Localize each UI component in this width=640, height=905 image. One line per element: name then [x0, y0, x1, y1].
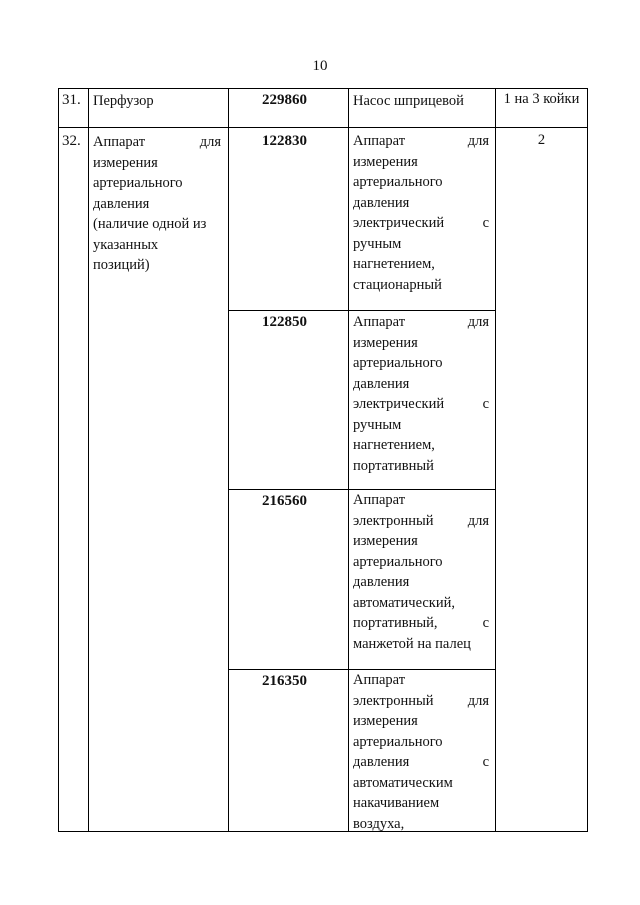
text-fragment: для — [467, 692, 489, 709]
text-fragment: Аппарат — [353, 314, 406, 330]
item-description-line: измерения — [353, 713, 418, 729]
table-border-bottom — [58, 831, 588, 832]
column-divider — [228, 88, 229, 832]
item-description-line — [353, 613, 489, 634]
row-divider — [58, 127, 588, 128]
text-fragment: Аппарат — [353, 133, 406, 149]
item-description-line: Аппарат — [353, 492, 406, 508]
item-description-line: давления — [353, 375, 410, 392]
column-divider — [348, 88, 349, 832]
item-description-line: артериального — [353, 174, 443, 190]
item-description-line: артериального — [353, 733, 443, 750]
text-fragment: для — [467, 512, 489, 529]
text-fragment: с — [482, 754, 489, 770]
item-code: 229860 — [262, 92, 307, 108]
item-code: 216350 — [262, 673, 307, 689]
text-fragment: для — [467, 314, 489, 330]
item-description-line — [353, 131, 489, 152]
row-number: 32. — [62, 133, 81, 149]
item-name-line — [93, 132, 221, 153]
item-description — [353, 131, 489, 295]
item-description-line — [353, 213, 489, 234]
item-description — [353, 490, 489, 654]
item-description-line: автоматическим — [353, 774, 453, 791]
item-name-line: указанных — [93, 236, 159, 253]
item-code: 122850 — [262, 314, 307, 330]
item-description-line: портативный — [353, 457, 434, 474]
item-description-line: ручным — [353, 235, 402, 252]
item-description-line — [353, 511, 489, 532]
item-description-line: ручным — [353, 416, 402, 433]
item-description-line: измерения — [353, 153, 418, 170]
item-description-line: артериального — [353, 553, 443, 570]
item-description-line: нагнетением, — [353, 437, 435, 453]
item-description-line: автоматический, — [353, 594, 455, 611]
text-fragment: с — [482, 615, 489, 631]
item-description-line — [353, 394, 489, 415]
item-name-line: (наличие одной из — [93, 216, 207, 232]
item-description-line — [353, 752, 489, 773]
text-fragment: Аппарат — [93, 134, 146, 150]
item-description-line: нагнетением, — [353, 256, 435, 272]
item-name: Перфузор — [93, 93, 154, 109]
table-border-right — [587, 88, 588, 832]
item-description-line — [353, 691, 489, 712]
item-description-line: Аппарат — [353, 672, 406, 688]
item-name-line: давления — [93, 195, 150, 212]
column-divider — [495, 88, 496, 832]
text-fragment: портативный, — [353, 615, 438, 631]
text-fragment: электронный — [353, 512, 434, 529]
item-code: 122830 — [262, 133, 307, 149]
column-divider — [88, 88, 89, 832]
row-number: 31. — [62, 92, 81, 108]
table-border-left — [58, 88, 59, 832]
item-description: Насос шприцевой — [353, 93, 464, 109]
item-description-line: давления — [353, 194, 410, 211]
page-number: 10 — [312, 58, 328, 74]
text-fragment: электронный — [353, 692, 434, 709]
item-description — [353, 312, 489, 476]
item-description-line: стационарный — [353, 276, 442, 293]
item-description-line: манжетой на палец — [353, 635, 471, 652]
item-description-line: воздуха, — [353, 815, 405, 832]
item-quantity: 2 — [537, 132, 546, 148]
subrow-divider — [228, 310, 495, 311]
item-name-line: измерения — [93, 154, 158, 171]
text-fragment: электрический — [353, 215, 445, 231]
item-description-line: артериального — [353, 355, 443, 371]
item-description-line: накачиванием — [353, 795, 440, 811]
item-description-line: измерения — [353, 533, 418, 549]
item-code: 216560 — [262, 493, 307, 509]
text-fragment: с — [482, 396, 489, 412]
item-quantity: 1 на 3 койки — [503, 91, 580, 107]
item-description-line: давления — [353, 574, 410, 590]
item-description-line — [353, 312, 489, 333]
item-name — [93, 132, 221, 276]
item-description-line: измерения — [353, 334, 418, 351]
text-fragment: электрический — [353, 396, 445, 412]
text-fragment: с — [482, 215, 489, 231]
text-fragment: для — [199, 134, 221, 150]
text-fragment: для — [467, 133, 489, 149]
item-name-line: позиций) — [93, 257, 150, 273]
text-fragment: давления — [353, 754, 410, 770]
item-name-line: артериального — [93, 175, 183, 191]
item-description — [353, 670, 489, 834]
